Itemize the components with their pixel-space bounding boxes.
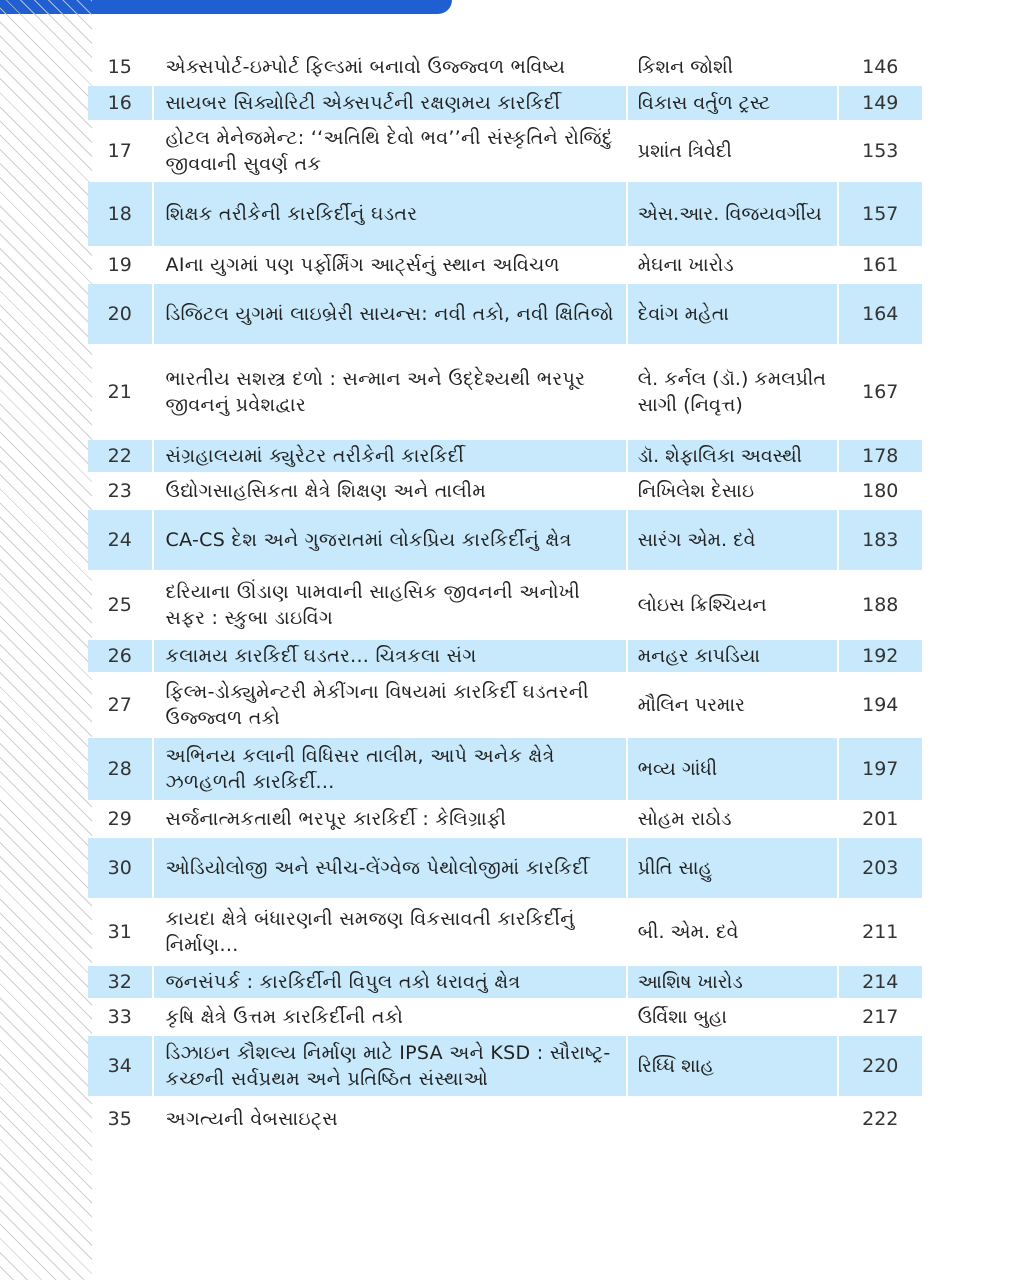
page-number: 180 [862,480,899,502]
table-row[interactable] [88,510,922,570]
row-number: 16 [88,86,152,120]
table-row[interactable] [88,475,922,507]
article-author: આશિષ ખારોડ [628,966,839,998]
page-number: 188 [862,594,899,616]
article-author: સોહમ રાઠોડ [628,803,839,835]
row-number: 18 [88,182,152,246]
page-number: 183 [839,510,922,570]
page-number: 157 [839,182,922,246]
row-number: 21 [107,381,132,403]
article-title: ડિઝાઇન કૌશલ્ય નિર્માણ માટે IPSA અને KSD : સૌરાષ્ટ્ર-કચ્છની સર્વપ્રથમ અને પ્રતિષ્ઠિત સંસ્થાઓ [152,1036,628,1096]
page-number: 203 [839,838,922,898]
article-title: એક્સપોર્ટ-ઇમ્પોર્ટ ફિલ્ડમાં બનાવો ઉજ્જ્વળ ભવિષ્ય [152,51,628,83]
article-author: બી. એમ. દવે [628,901,839,963]
table-row[interactable] [88,675,922,735]
row-number: 34 [88,1036,152,1096]
page-number: 161 [862,254,899,276]
article-author: લોઇસ ક્રિશ્ચિયન [628,573,839,637]
row-number: 27 [107,694,132,716]
row-number: 22 [88,440,152,472]
page-number: 222 [862,1108,899,1130]
row-number: 23 [107,480,132,502]
row-number: 31 [107,921,132,943]
table-row[interactable] [88,901,922,963]
table-row[interactable] [88,640,922,672]
article-title: સર્જનાત્મકતાથી ભરપૂર કારકિર્દી : કેલિગ્રાફી [152,803,628,835]
page-number: 214 [839,966,922,998]
article-title: ભારતીય સશસ્ત્ર દળો : સન્માન અને ઉદ્દેશ્યથી ભરપૂર જીવનનું પ્રવેશદ્વાર [152,347,628,437]
article-author: કિશન જોશી [628,51,839,83]
row-number: 28 [88,738,152,800]
row-number: 24 [88,510,152,570]
page-number: 149 [839,86,922,120]
table-row[interactable] [88,86,922,120]
table-row[interactable] [88,440,922,472]
article-author: ભવ્ય ગાંધી [628,738,839,800]
article-title: ઓડિયોલોજી અને સ્પીચ-લેંગ્વેજ પેથોલોજીમાં કારકિર્દી [152,838,628,898]
article-author: વિકાસ વર્તુળ ટ્રસ્ટ [628,86,839,120]
article-title: દરિયાના ઊંડાણ પામવાની સાહસિક જીવનની અનોખી સફર : સ્કુબા ડાઇવિંગ [152,573,628,637]
article-author: પ્રશાંત ત્રિવેદી [628,123,839,179]
table-of-contents [88,48,922,1142]
page-number: 164 [839,284,922,344]
article-title: અગત્યની વેબસાઇટ્સ [152,1099,628,1139]
article-title: કાયદા ક્ષેત્રે બંધારણની સમજણ વિકસાવતી કારકિર્દીનું નિર્માણ... [152,901,628,963]
table-row[interactable] [88,182,922,246]
page-number: 197 [839,738,922,800]
table-row[interactable] [88,966,922,998]
page-number: 217 [862,1006,899,1028]
table-row[interactable] [88,573,922,637]
table-row[interactable] [88,284,922,344]
table-row[interactable] [88,51,922,83]
article-author: મેઘના ખારોડ [628,249,839,281]
article-author: નિખિલેશ દેસાઇ [628,475,839,507]
table-row[interactable] [88,1001,922,1033]
article-title: ડિજિટલ યુગમાં લાઇબ્રેરી સાયન્સ: નવી તકો, નવી ક્ષિતિજો [152,284,628,344]
article-title: AIના યુગમાં પણ પર્ફોર્મિંગ આર્ટ્સનું સ્થાન અવિચળ [152,249,628,281]
article-title: હોટલ મેનેજમેન્ટ: ‘‘અતિથિ દેવો ભવ’’ની સંસ્કૃતિને રોજિંદું જીવવાની સુવર્ણ તક [152,123,628,179]
row-number: 29 [107,808,132,830]
article-author: પ્રીતિ સાહુ [628,838,839,898]
page-number: 153 [862,140,899,162]
table-row[interactable] [88,803,922,835]
article-title: CA-CS દેશ અને ગુજરાતમાં લોકપ્રિય કારકિર્દીનું ક્ષેત્ર [152,510,628,570]
row-number: 20 [88,284,152,344]
table-row[interactable] [88,249,922,281]
page-number: 194 [862,694,899,716]
article-title: કલામય કારકિર્દી ઘડતર... ચિત્રકલા સંગ [152,640,628,672]
page-number: 220 [839,1036,922,1096]
row-number: 19 [107,254,132,276]
row-number: 26 [88,640,152,672]
hatch-pattern-margin [0,0,92,1280]
row-number: 15 [107,56,132,78]
row-number: 25 [107,594,132,616]
article-title: ઉદ્યોગસાહસિકતા ક્ષેત્રે શિક્ષણ અને તાલીમ [152,475,628,507]
table-row[interactable] [88,1036,922,1096]
row-number: 32 [88,966,152,998]
article-author [628,1099,839,1139]
article-author: મૌલિન પરમાર [628,675,839,735]
row-number: 35 [107,1108,132,1130]
table-row[interactable] [88,1099,922,1139]
article-title: શિક્ષક તરીકેની કારકિર્દીનું ઘડતર [152,182,628,246]
article-title: સંગ્રહાલયમાં ક્યુરેટર તરીકેની કારકિર્દી [152,440,628,472]
article-author: રિધ્ધિ શાહ [628,1036,839,1096]
table-row[interactable] [88,347,922,437]
page-number: 146 [862,56,899,78]
row-number: 17 [107,140,132,162]
article-title: જનસંપર્ક : કારકિર્દીની વિપુલ તકો ધરાવતું ક્ષેત્ર [152,966,628,998]
article-author: સારંગ એમ. દવે [628,510,839,570]
article-author: મનહર કાપડિયા [628,640,839,672]
page-number: 192 [839,640,922,672]
article-title: સાયબર સિક્યોરિટી એક્સપર્ટની રક્ષણમય કારકિર્દી [152,86,628,120]
table-row[interactable] [88,838,922,898]
page-number: 167 [862,381,899,403]
page-number: 201 [862,808,899,830]
article-author: ઉર્વિશા બુહા [628,1001,839,1033]
article-title: અભિનય કલાની વિધિસર તાલીમ, આપે અનેક ક્ષેત્રે ઝળહળતી કારકિર્દી... [152,738,628,800]
article-title: કૃષિ ક્ષેત્રે ઉત્તમ કારકિર્દીની તકો [152,1001,628,1033]
article-title: ફિલ્મ-ડોક્યુમેન્ટરી મેકીંગના વિષયમાં કારકિર્દી ઘડતરની ઉજ્જ્વળ તકો [152,675,628,735]
page-number: 178 [839,440,922,472]
article-author: એસ.આર. વિજયવર્ગીય [628,182,839,246]
article-author: ડૉ. શેફાલિકા અવસ્થી [628,440,839,472]
page-number: 211 [862,921,899,943]
row-number: 33 [107,1006,132,1028]
row-number: 30 [88,838,152,898]
table-row[interactable] [88,738,922,800]
table-row[interactable] [88,123,922,179]
article-author: દેવાંગ મહેતા [628,284,839,344]
article-author: લે. કર્નલ (ડૉ.) કમલપ્રીત સાગી (નિવૃત્ત) [628,347,839,437]
